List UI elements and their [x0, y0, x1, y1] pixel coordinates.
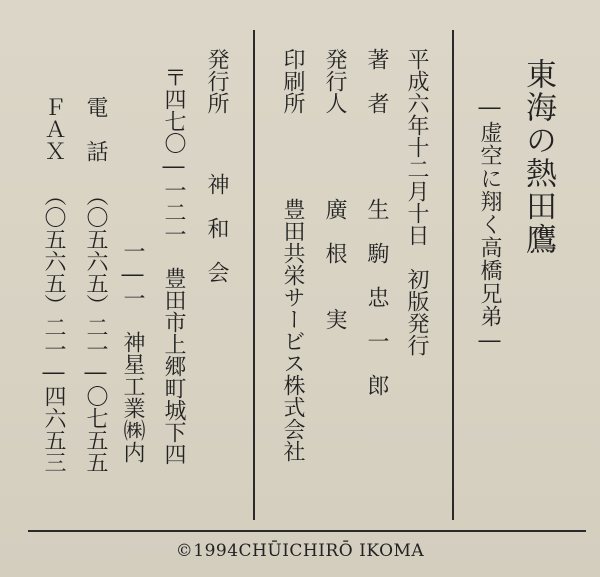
phone-number: （〇五六五）二一―〇七五五	[83, 184, 108, 473]
publisher-name: 神 和 会	[204, 173, 229, 283]
publisher-person-name: 廣 根 実	[322, 198, 347, 330]
printer-label: 印刷所	[280, 48, 305, 114]
book-title: 東海の熱田鷹	[520, 58, 556, 256]
copyright-line: ©1994CHŪICHIRŌ IKOMA	[175, 541, 425, 561]
phone-label: 電 話	[83, 96, 108, 162]
divider-right	[452, 30, 454, 520]
printer-name: 豊田共栄サービス株式会社	[280, 198, 305, 462]
publisher-person-label: 発行人	[322, 48, 347, 114]
publisher-label: 発行所	[204, 48, 229, 114]
author-label: 著 者	[364, 48, 389, 114]
bottom-rule	[28, 530, 586, 532]
publisher-address-2: 一―一 神星工業㈱内	[120, 240, 145, 463]
publisher-address: 〒四七〇―一二一 豊田市上郷町城下四	[161, 66, 186, 465]
divider-middle	[253, 30, 255, 520]
author-name: 生 駒 忠 一 郎	[364, 198, 389, 396]
fax-number: （〇五六五）二一―四六五三	[41, 184, 66, 473]
book-subtitle: ―虚空に翔く高橋兄弟―	[477, 95, 502, 354]
fax-label: ＦＡＸ	[41, 96, 66, 162]
publication-date: 平成六年十二月十日 初版発行	[404, 48, 429, 356]
